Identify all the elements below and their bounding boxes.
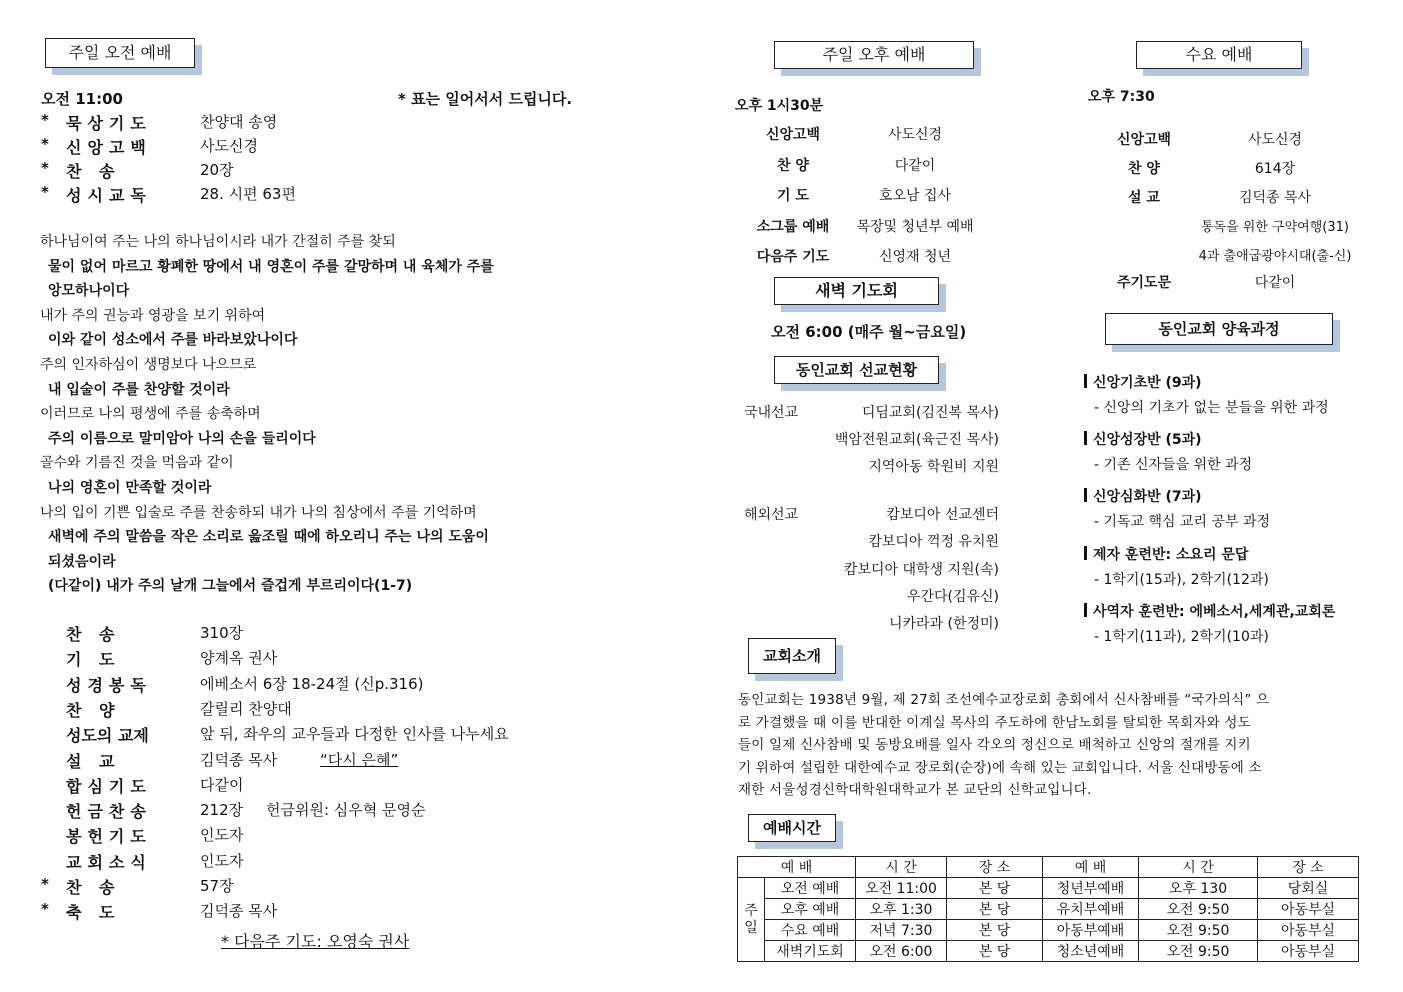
schedule-header-cell: 장 소: [947, 857, 1043, 878]
intro-line: 동인교회는 1938년 9월, 제 27회 조선예수교장로회 총회에서 신사참배를 “국가의식” 으: [738, 692, 1270, 708]
order-item-label: 설 교: [66, 751, 121, 771]
order-item-value: 김덕종 목사: [200, 902, 278, 921]
reading-line: 앙모하나이다: [48, 283, 130, 300]
afternoon-order-value: 신영재 청년: [878, 249, 952, 265]
mission-item: 지역아동 학원비 지원: [868, 459, 999, 475]
mission-item: 캄보디아 꺽정 유치원: [868, 534, 999, 551]
wednesday-order-label: 주기도문: [1116, 275, 1172, 291]
schedule-row: [738, 899, 1359, 920]
domestic-mission-label: 국내선교: [744, 405, 799, 421]
reading-line: 하나님이여 주는 나의 하나님이시라 내가 간절히 주를 찾되: [40, 234, 396, 250]
order-star-mark: *: [41, 900, 49, 919]
schedule-cell: 오전 예배: [765, 878, 856, 899]
order-item-value: 김덕종 목사: [200, 750, 278, 769]
order-item-label: 묵상기도: [66, 114, 152, 133]
training-course-label: 사역자 훈련반: 에베소서,세계관,교회론: [1093, 603, 1336, 620]
sermon-series-line: 통독을 위한 구약여행(31): [1201, 220, 1349, 235]
wednesday-service-title: 수요 예배: [1136, 41, 1302, 69]
church-intro-title: 교회소개: [748, 638, 836, 674]
schedule-cell: 오후 1:30: [856, 899, 947, 920]
reading-line: 나의 입이 기쁜 입술로 주를 찬송하되 내가 나의 침상에서 주를 기억하며: [40, 504, 477, 521]
order-item-label: 헌금찬송: [66, 802, 152, 822]
afternoon-order-label: 소그룹 예배: [756, 218, 830, 235]
mission-item: 캄보디아 선교센터: [886, 507, 999, 523]
wednesday-order-label: 찬 양: [1128, 161, 1160, 177]
training-course-label: 제자 훈련반: 소요리 문답: [1093, 546, 1249, 563]
schedule-cell: 본 당: [947, 878, 1043, 899]
bullet-bar-icon: [1084, 488, 1087, 502]
schedule-cell: 본 당: [947, 899, 1043, 920]
afternoon-order-label: 다음주 기도: [756, 249, 830, 265]
reading-line: 되셨음이라: [48, 553, 116, 570]
order-item-label: 성경봉독: [66, 675, 152, 695]
order-item-value: 인도자: [200, 851, 244, 870]
schedule-cell: 청소년예배: [1043, 941, 1139, 962]
reading-line: 새벽에 주의 말씀을 작은 소리로 읊조릴 때에 하오리니 주는 나의 도움이: [48, 529, 489, 546]
training-course-name: [1084, 486, 1202, 506]
schedule-cell: 유치부예배: [1043, 899, 1139, 920]
mission-item: 디딤교회(김진복 목사): [861, 405, 999, 421]
training-course-desc: - 기독교 핵심 교리 공부 과정: [1094, 514, 1271, 531]
schedule-header-cell: 장 소: [1258, 857, 1359, 878]
training-course-desc: - 신앙의 기초가 없는 분들을 위한 과정: [1094, 400, 1329, 416]
schedule-header-cell: 시 간: [1139, 857, 1258, 878]
order-item-value: 57장: [200, 877, 234, 895]
order-item-value: 310장: [200, 624, 244, 642]
schedule-header-row: [738, 857, 1359, 878]
schedule-cell: 아동부실: [1258, 899, 1359, 920]
order-item-label: 합심기도: [66, 776, 152, 796]
order-item-label: 찬 송: [66, 162, 121, 181]
reading-line: 주의 인자하심이 생명보다 나으므로: [40, 357, 257, 373]
training-course-desc: - 1학기(15과), 2학기(12과): [1094, 571, 1269, 588]
order-item-value: 앞 뒤, 좌우의 교우들과 다정한 인사를 나누세요: [200, 725, 509, 744]
training-course-desc: - 기존 신자들을 위한 과정: [1094, 457, 1253, 474]
intro-line: 들이 일제 신사참배 및 동방요배를 일사 각오의 정신으로 배척하고 신앙의 절개를 지키: [738, 737, 1251, 754]
schedule-cell: 오전 9:50: [1139, 941, 1258, 962]
order-item-label: 성도의 교제: [66, 726, 149, 746]
schedule-cell: 오후 130: [1139, 878, 1258, 899]
intro-line: 재한 서울성경신학대학원대학교가 본 교단의 신학교입니다.: [738, 782, 1092, 799]
reading-line: 나의 영혼이 만족할 것이라: [48, 480, 212, 496]
order-item-value: 28. 시편 63편: [200, 185, 296, 203]
order-item-value: 다같이: [200, 775, 244, 794]
wednesday-service-time: 오후 7:30: [1088, 89, 1155, 105]
schedule-header-cell: 예 배: [1043, 857, 1139, 878]
training-course-desc: - 1학기(11과), 2학기(10과): [1094, 628, 1269, 645]
reading-line: 골수와 기름진 것을 먹음과 같이: [40, 455, 234, 472]
order-star-mark: *: [41, 183, 49, 201]
schedule-cell: 오전 9:50: [1139, 899, 1258, 920]
wednesday-order-value: 사도신경: [1247, 132, 1303, 148]
order-item-label: 찬 양: [66, 700, 121, 720]
schedule-header-cell: 시 간: [856, 857, 947, 878]
schedule-cell: 오전 9:50: [1139, 920, 1258, 941]
order-star-mark: *: [41, 159, 49, 177]
afternoon-order-label: 기 도: [777, 188, 809, 204]
mission-item: 캄보디아 대학생 지원(속): [843, 561, 999, 578]
order-star-mark: *: [41, 135, 49, 153]
reading-line: 내가 주의 권능과 영광을 보기 위하여: [40, 307, 266, 324]
order-item-value: 212장: [200, 801, 244, 820]
reading-line: 이와 같이 성소에서 주를 바라보았나이다: [48, 332, 298, 349]
mission-title: 동인교회 선교현황: [774, 356, 939, 384]
schedule-cell: 오후 예배: [765, 899, 856, 920]
bullet-bar-icon: [1084, 374, 1087, 388]
schedule-cell: 아동부실: [1258, 941, 1359, 962]
offering-ushers: 헌금위원: 심우혁 문영순: [266, 801, 426, 820]
mission-item: 니카라과 (한정미): [888, 616, 999, 633]
next-week-prayer: * 다음주 기도: 오영숙 권사: [221, 932, 410, 951]
schedule-cell: 새벽기도회: [765, 941, 856, 962]
afternoon-order-value: 다같이: [894, 157, 936, 174]
order-star-mark: *: [41, 111, 49, 129]
schedule-cell: 청년부예배: [1043, 878, 1139, 899]
schedule-cell: 당회실: [1258, 878, 1359, 899]
schedule-row: [738, 878, 1359, 899]
schedule-cell: 오전 11:00: [856, 878, 947, 899]
schedule-row: [738, 920, 1359, 941]
sermon-title: “다시 은혜”: [320, 750, 399, 769]
intro-line: 로 가결했을 때 이를 반대한 이계실 목사의 주도하에 한남노회를 탈퇴한 목회자와 성도: [738, 714, 1251, 731]
afternoon-order-label: 신앙고백: [765, 127, 821, 143]
order-item-value: 찬양대 송영: [200, 113, 278, 131]
afternoon-service-time: 오후 1시30분: [735, 98, 824, 114]
wednesday-order-value: 614장: [1254, 161, 1296, 177]
wednesday-order-value: 다같이: [1254, 275, 1296, 291]
reading-line: 물이 없어 마르고 황폐한 땅에서 내 영혼이 주를 갈망하며 내 육체가 주를: [48, 258, 494, 275]
order-item-label: 성시교독: [66, 186, 152, 205]
dawn-prayer-time: 오전 6:00 (매주 월~금요일): [771, 323, 967, 341]
training-title: 동인교회 양육과정: [1105, 313, 1333, 345]
sermon-series-line: 4과 출애굽광야시대(출-신): [1198, 249, 1352, 264]
order-item-label: 축 도: [66, 903, 121, 923]
order-item-label: 봉헌기도: [66, 827, 152, 847]
schedule-cell: 본 당: [947, 941, 1043, 962]
order-item-value: 인도자: [200, 826, 244, 845]
training-course-name: [1084, 429, 1202, 449]
training-course-label: 신앙심화반 (7과): [1093, 489, 1202, 506]
schedule-cell: 수요 예배: [765, 920, 856, 941]
dawn-prayer-title: 새벽 기도회: [774, 277, 939, 305]
training-course-label: 신앙성장반 (5과): [1093, 432, 1202, 449]
schedule-row: [738, 941, 1359, 962]
schedule-cell: 본 당: [947, 920, 1043, 941]
schedule-cell: 아동부예배: [1043, 920, 1139, 941]
wednesday-order-value: 김덕종 목사: [1238, 190, 1312, 206]
order-item-value: 양계옥 권사: [200, 649, 278, 668]
order-item-value: 사도신경: [200, 137, 258, 155]
bullet-bar-icon: [1084, 603, 1087, 617]
wednesday-order-label: 신앙고백: [1116, 132, 1172, 148]
order-item-value: 에베소서 6장 18-24절 (신p.316): [200, 674, 424, 693]
sunday-side-label: 주 일: [738, 878, 765, 962]
reading-line: 주의 이름으로 말미암아 나의 손을 들리이다: [48, 430, 316, 447]
morning-service-title: 주일 오전 예배: [45, 38, 195, 68]
schedule-cell: 저녁 7:30: [856, 920, 947, 941]
reading-line: 내 입술이 주를 찬양할 것이라: [48, 381, 230, 398]
mission-item: 우간다(김유신): [906, 588, 999, 605]
order-star-mark: *: [41, 875, 49, 893]
overseas-mission-label: 해외선교: [744, 507, 799, 523]
training-course-name: [1084, 601, 1335, 621]
order-item-label: 찬 송: [66, 625, 121, 644]
mission-item: 백암전원교회(육근진 목사): [834, 432, 999, 448]
schedule-cell: 오전 6:00: [856, 941, 947, 962]
training-course-name: [1084, 544, 1248, 564]
training-course-name: [1084, 372, 1202, 392]
order-item-label: 교회소식: [66, 852, 152, 872]
order-item-label: 신앙고백: [66, 138, 152, 157]
training-course-label: 신앙기초반 (9과): [1093, 375, 1202, 391]
order-item-value: 갈릴리 찬양대: [200, 699, 292, 718]
order-item-label: 기 도: [66, 650, 121, 670]
afternoon-order-value: 사도신경: [887, 127, 943, 143]
morning-service-time: 오전 11:00: [41, 90, 123, 108]
intro-line: 기 위하여 설립한 대한예수교 장로회(순장)에 속해 있는 교회입니다. 서울 신대방동에 소: [738, 759, 1262, 776]
afternoon-service-title: 주일 오후 예배: [774, 41, 974, 69]
bullet-bar-icon: [1084, 431, 1087, 445]
stand-note: * 표는 일어서서 드립니다.: [398, 90, 573, 108]
worship-schedule-table: [737, 856, 1359, 962]
order-item-value: 20장: [200, 161, 234, 179]
schedule-cell: 아동부실: [1258, 920, 1359, 941]
afternoon-order-value: 호오남 집사: [878, 188, 952, 204]
afternoon-order-label: 찬 양: [777, 157, 809, 174]
schedule-title: 예배시간: [748, 814, 836, 842]
wednesday-order-label: 설 교: [1128, 190, 1160, 206]
schedule-header-cell: 예 배: [738, 857, 856, 878]
order-item-label: 찬 송: [66, 878, 121, 897]
reading-line: (다같이) 내가 주의 날개 그늘에서 즐겁게 부르리이다(1-7): [48, 578, 413, 595]
bullet-bar-icon: [1084, 546, 1087, 560]
reading-line: 이러므로 나의 평생에 주를 송축하며: [40, 406, 261, 423]
afternoon-order-value: 목장및 청년부 예배: [856, 218, 974, 235]
